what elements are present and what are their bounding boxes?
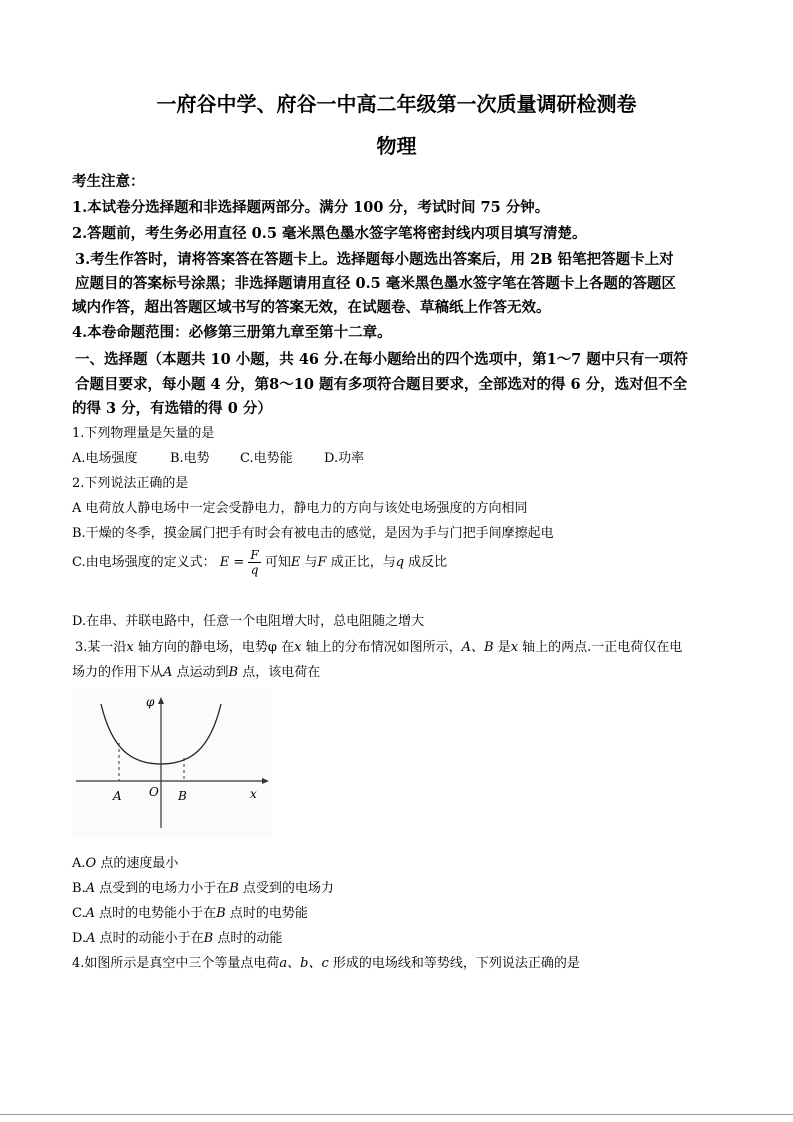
question-1-stem: 1.下列物理量是矢量的是 (72, 426, 215, 441)
phi-label: φ (146, 695, 155, 709)
q3-option-a: A.O 点的速度最小 (72, 856, 179, 871)
subject-title: 物理 (376, 134, 417, 158)
q2-option-d: D.在串、并联电路中，任意一个电阻增大时，总电阻随之增大 (72, 614, 425, 629)
point-a-label: A (113, 789, 122, 803)
notice-heading: 考生注意： (72, 173, 145, 190)
question-1-options (72, 447, 364, 466)
exam-title: 一府谷中学、府谷一中高二年级第一次质量调研检测卷 (156, 92, 637, 116)
notice-item-3-cont: 应题目的答案标号涂黑；非选择题请用直径 0.5 毫米黑色墨水签字笔在答题卡上各题的答题区 (75, 275, 676, 292)
section-heading-line-1: 一、选择题（本题共 10 小题，共 46 分.在每小题给出的四个选项中，第1～7 题中只有一项符 (75, 351, 688, 368)
notice-item-3: 3.考生作答时，请将答案答在答题卡上。选择题每小题选出答案后，用 2B 铅笔把答题卡上对 (75, 251, 674, 268)
potential-distribution-figure (72, 688, 272, 838)
notice-item-1: 1.本试卷分选择题和非选择题两部分。满分 100 分，考试时间 75 分钟。 (72, 199, 550, 216)
q1-option-d: D.功率 (324, 451, 365, 466)
question-2-stem: 2.下列说法正确的是 (72, 476, 189, 491)
formula-lhs: E = (219, 555, 245, 570)
notice-item-2: 2.答题前，考生务必用直径 0.5 毫米黑色墨水签字笔将密封线内项目填写清楚。 (72, 225, 587, 242)
section-heading-line-3: 的得 3 分，有选错的得 0 分） (72, 400, 272, 417)
x-label: x (250, 787, 257, 801)
q2-option-c: C.由电场强度的定义式： E = $\frac{F}{q}$ 可知E 与F 成正比，与q 成反比 (72, 548, 448, 577)
q1-option-a: A.电场强度 (72, 451, 138, 466)
question-3-stem-line-1: 3.某一沿x 轴方向的静电场，电势φ 在x 轴上的分布情况如图所示，A、B 是x 轴上的两点.一正电荷仅在电 (75, 640, 683, 655)
q2-option-b: B.干燥的冬季，摸金属门把手有时会有被电击的感觉，是因为手与门把手间摩擦起电 (72, 526, 554, 541)
notice-item-4: 4.本卷命题范围：必修第三册第九章至第十二章。 (72, 324, 392, 341)
page-bottom-rule (0, 1114, 793, 1115)
point-b-label: B (178, 789, 187, 803)
formula-fraction: $\frac{F}{q}$ (250, 548, 259, 577)
q2-option-a: A 电荷放人静电场中一定会受静电力，静电力的方向与该处电场强度的方向相同 (72, 501, 528, 516)
notice-item-3-cont2: 域内作答，超出答题区域书写的答案无效，在试题卷、草稿纸上作答无效。 (72, 299, 551, 316)
q3-option-c: C.A 点时的电势能小于在B 点时的电势能 (72, 906, 308, 921)
section-heading-line-2: 合题目要求，每小题 4 分，第8～10 题有多项符合题目要求，全部选对的得 6 分，选对但不全 (75, 376, 688, 393)
q1-option-b: B.电势 (170, 451, 210, 466)
q1-option-c: C.电势能 (240, 451, 293, 466)
q3-option-d: D.A 点时的动能小于在B 点时的动能 (72, 931, 283, 946)
question-4-stem: 4.如图所示是真空中三个等量点电荷a、b、c 形成的电场线和等势线，下列说法正确的是 (72, 956, 580, 971)
origin-label: O (149, 785, 159, 799)
q3-option-b: B.A 点受到的电场力小于在B 点受到的电场力 (72, 881, 334, 896)
question-3-stem-line-2: 场力的作用下从A 点运动到B 点，该电荷在 (72, 665, 321, 680)
